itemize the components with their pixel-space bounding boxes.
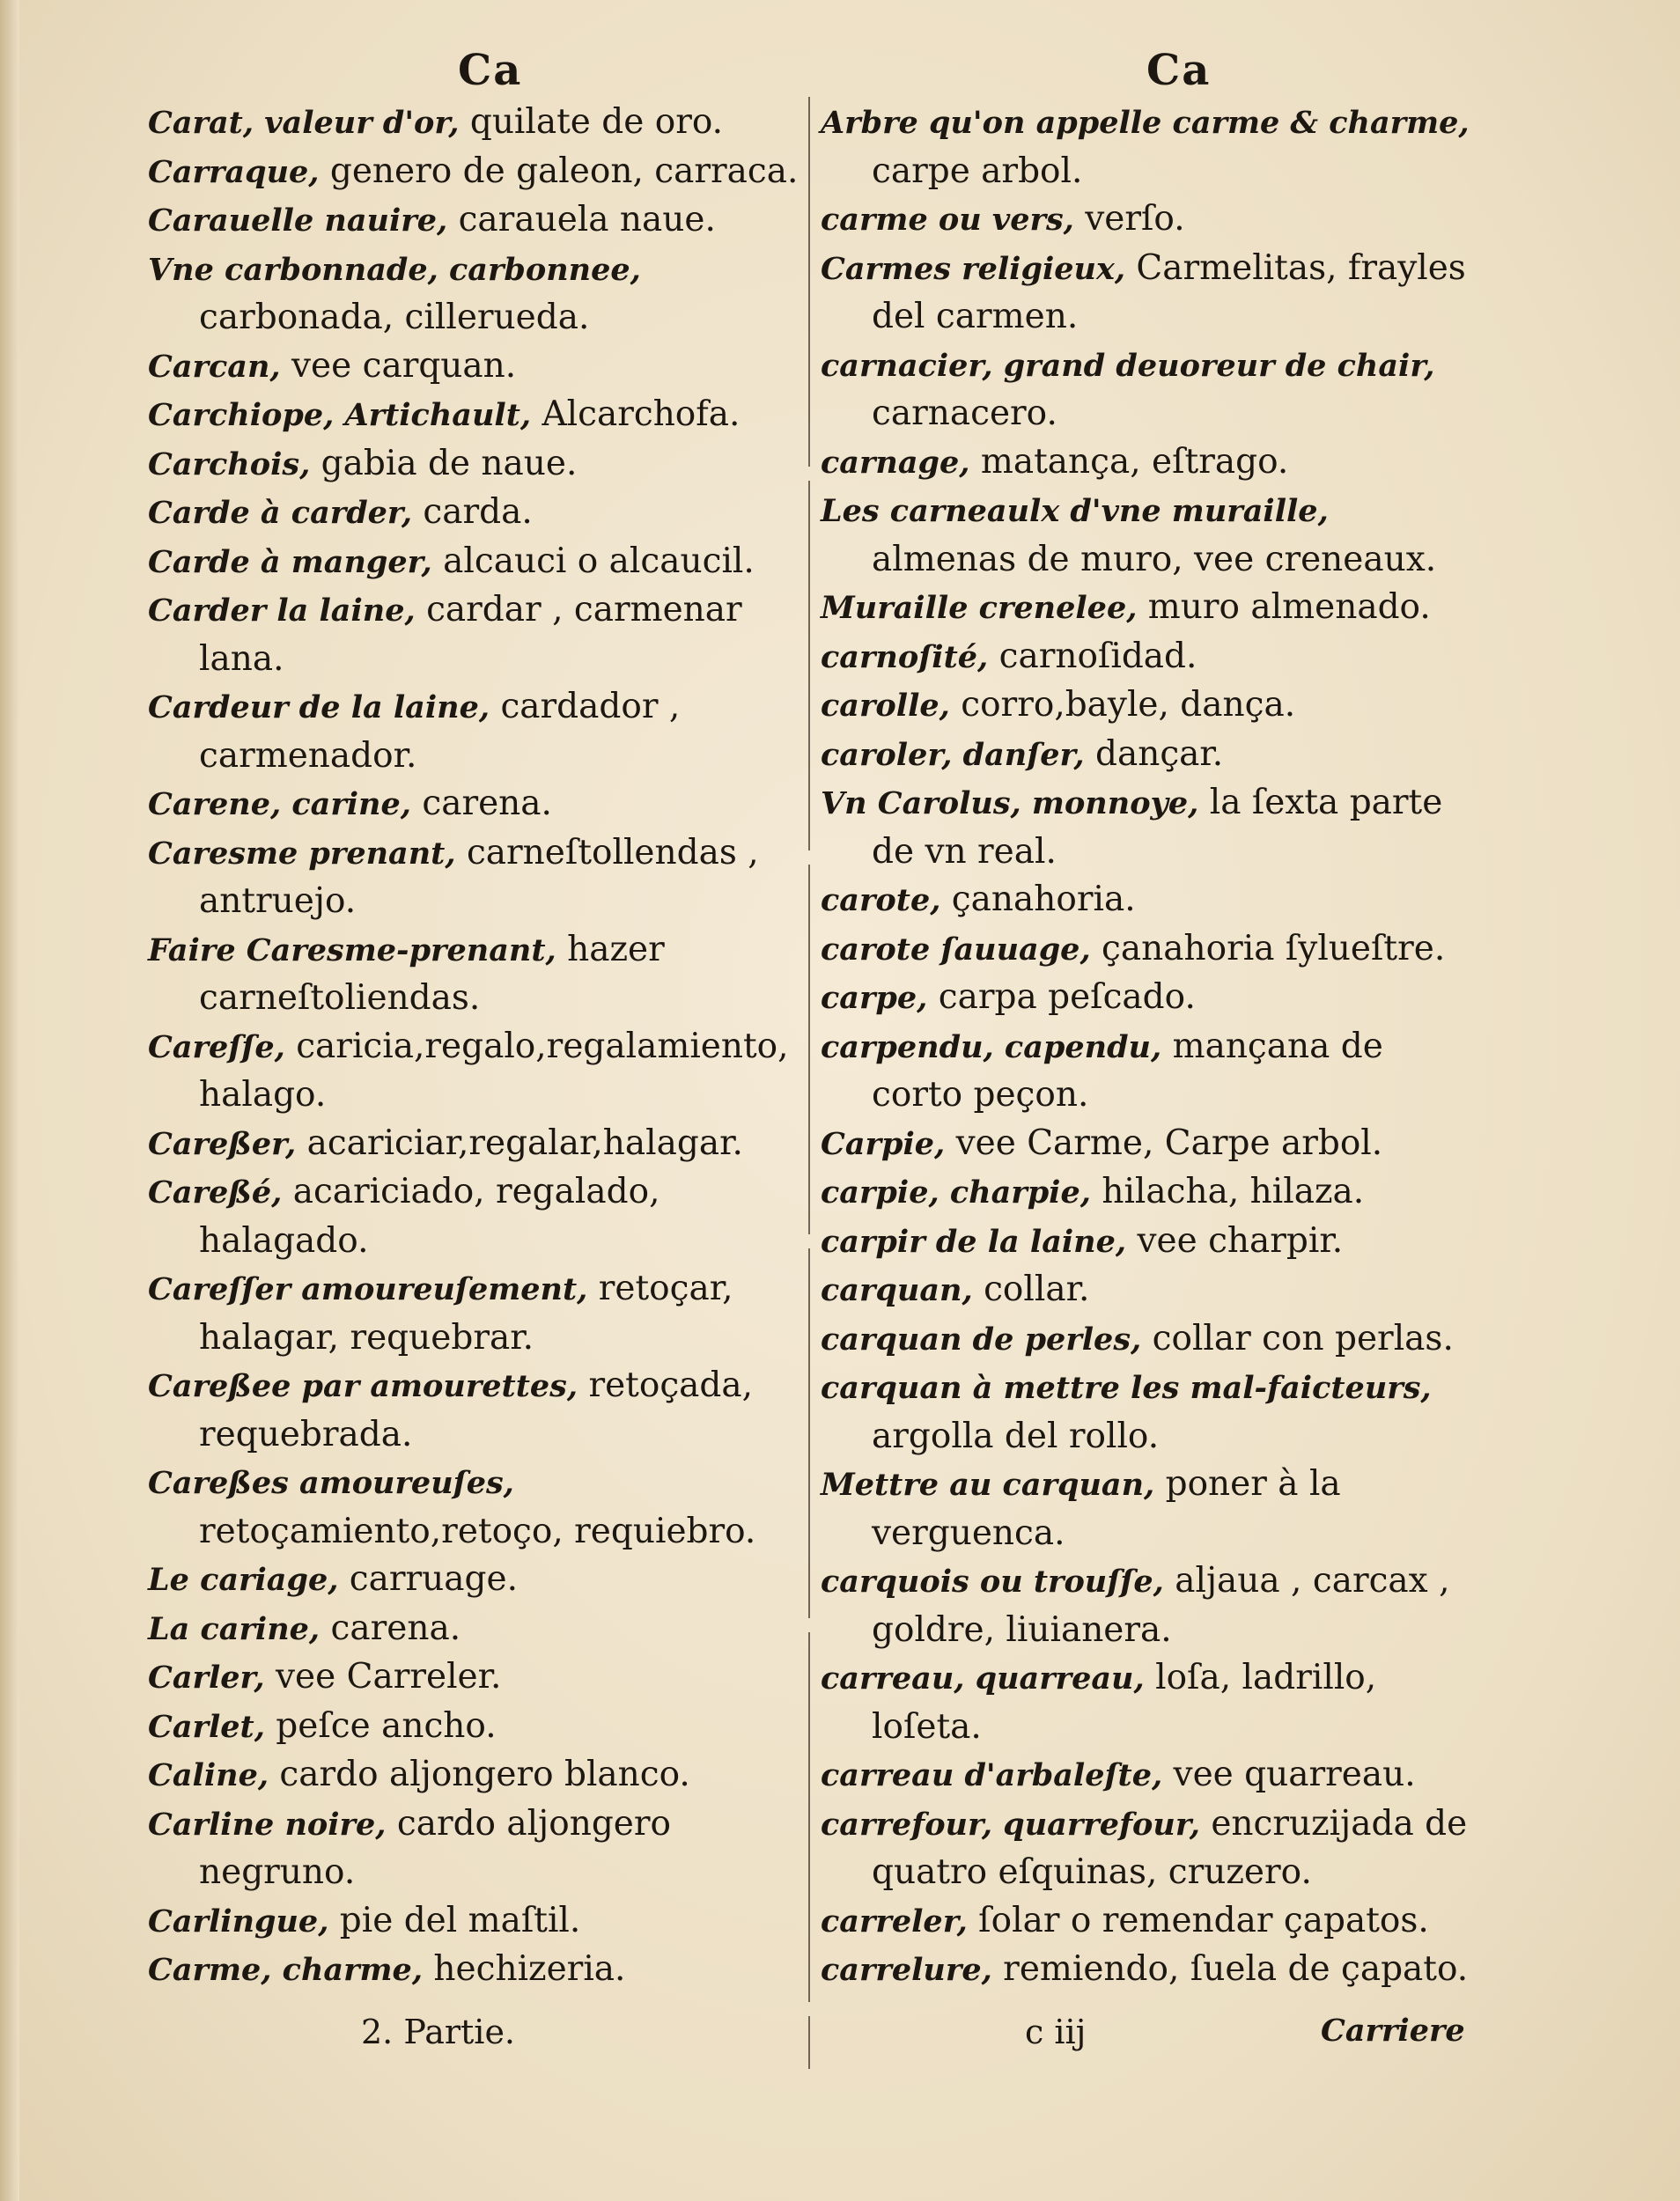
dictionary-entry — [148, 829, 817, 926]
dictionary-entry — [821, 1751, 1472, 1800]
entry-headword: Le cariage, — [148, 1562, 339, 1598]
entry-translation: carauela naue. — [447, 200, 716, 239]
dictionary-entry — [821, 1654, 1472, 1751]
entry-translation: retoçada, requebrada. — [199, 1366, 754, 1454]
dictionary-entry — [148, 342, 817, 392]
dictionary-entry — [148, 1556, 817, 1605]
entry-translation: acariciar,regalar,halagar. — [296, 1123, 743, 1163]
dictionary-entry — [148, 196, 817, 246]
entry-translation: cardar , carmenar lana. — [199, 590, 742, 679]
entry-headword: carquan à mettre les mal-faicteurs, — [821, 1370, 1432, 1406]
dictionary-entry — [148, 246, 817, 342]
entry-headword: Les carneaulx d'vne muraille, — [821, 493, 1329, 529]
entry-headword: Careſſer amoureuſement, — [148, 1271, 588, 1307]
dictionary-entry — [821, 584, 1472, 633]
entry-translation: caricia,regalo,regalamiento, halago. — [199, 1026, 789, 1115]
entry-headword: Careſſe, — [148, 1028, 285, 1065]
entry-translation: vee quarreau. — [1162, 1755, 1416, 1794]
entry-translation: carneſtollendas , antruejo. — [199, 832, 759, 921]
entry-headword: Cardeur de la laine, — [148, 689, 490, 725]
entry-headword: Careßer, — [148, 1125, 297, 1162]
dictionary-entry — [821, 1266, 1472, 1315]
entry-headword: carreler, — [821, 1903, 968, 1940]
entry-headword: Carler, — [148, 1660, 265, 1696]
dictionary-entry — [821, 1315, 1472, 1365]
dictionary-entry — [148, 1653, 817, 1703]
entry-headword: carolle, — [821, 688, 950, 724]
dictionary-entry — [821, 1461, 1472, 1557]
entry-translation: ſolar o remendar çapatos. — [967, 1900, 1429, 1940]
entry-headword: Carraque, — [148, 153, 320, 190]
signature-mark: c iij — [1025, 2013, 1087, 2051]
entry-headword: Careßee par amourettes, — [148, 1368, 578, 1404]
dictionary-entry — [821, 633, 1472, 682]
entry-translation: collar con perlas. — [1141, 1318, 1454, 1358]
dictionary-entry — [821, 195, 1472, 245]
entry-translation: carpe arbol. — [872, 151, 1083, 191]
entry-translation: carbonada, cillerueda. — [199, 298, 590, 337]
entry-headword: La carine, — [148, 1610, 321, 1647]
dictionary-entry — [148, 926, 817, 1023]
entry-translation: muro almenado. — [1137, 587, 1431, 627]
right-column — [821, 99, 1472, 1995]
entry-headword: carrelure, — [821, 1952, 992, 1988]
entry-translation: carnoſidad. — [988, 636, 1197, 676]
entry-translation: quilate de oro. — [459, 102, 724, 142]
entry-translation: encruzijada de quatro eſquinas, cruzero. — [872, 1803, 1468, 1892]
dictionary-entry — [821, 681, 1472, 731]
dictionary-entry — [148, 1703, 817, 1752]
entry-headword: Faire Caresme-prenant, — [148, 931, 556, 968]
entry-headword: carquan, — [821, 1272, 973, 1308]
dictionary-entry — [821, 1364, 1472, 1461]
running-head-right: Ca — [1146, 46, 1212, 95]
dictionary-entry — [821, 1023, 1472, 1120]
entry-headword: carquois ou trouſſe, — [821, 1564, 1164, 1600]
entry-headword: carpie, charpie, — [821, 1174, 1091, 1211]
entry-translation: aljaua , carcax , goldre, liuianera. — [872, 1561, 1450, 1650]
dictionary-entry — [821, 487, 1472, 584]
entry-translation: carnacero. — [872, 394, 1057, 433]
entry-translation: matança, eſtrago. — [969, 441, 1289, 482]
dictionary-entry — [148, 391, 817, 440]
entry-translation: argolla del rollo. — [872, 1416, 1160, 1456]
entry-headword: Vn Carolus, monnoye, — [821, 785, 1199, 821]
left-column — [148, 99, 817, 1995]
dictionary-entry — [148, 99, 817, 148]
dictionary-entry — [148, 1800, 817, 1897]
dictionary-entry — [148, 683, 817, 780]
entry-headword: Caline, — [148, 1757, 269, 1793]
entry-headword: Careßes amoureuſes, — [148, 1465, 514, 1501]
entry-headword: carote ſauuage, — [821, 931, 1091, 968]
entry-translation: retoçar, halagar, requebrar. — [199, 1269, 733, 1358]
entry-headword: Carchiope, Artichault, — [148, 397, 532, 433]
entry-headword: carpir de la laine, — [821, 1223, 1127, 1260]
entry-translation: la ſexta parte de vn real. — [872, 783, 1443, 872]
dictionary-entry — [148, 538, 817, 587]
dictionary-entry — [148, 586, 817, 683]
entry-translation: cardo aljongero blanco. — [269, 1755, 690, 1794]
entry-translation: corro,bayle, dança. — [949, 685, 1296, 725]
entry-translation: collar. — [972, 1270, 1090, 1309]
dictionary-entry — [821, 1946, 1472, 1995]
page-edge — [0, 0, 19, 2201]
entry-translation: vee charpir. — [1126, 1220, 1344, 1261]
entry-headword: carpe, — [821, 980, 928, 1016]
dictionary-entry — [148, 489, 817, 538]
entry-headword: Carder la laine, — [148, 593, 416, 629]
entry-headword: Carlet, — [148, 1708, 265, 1745]
entry-headword: carpendu, capendu, — [821, 1028, 1162, 1065]
entry-translation: vee Carme, Carpe arbol. — [945, 1123, 1383, 1163]
entry-translation: remiendo, ſuela de çapato. — [991, 1949, 1469, 1989]
entry-translation: mançana de corto peçon. — [872, 1026, 1383, 1115]
dictionary-entry — [821, 438, 1472, 488]
entry-headword: carreau, quarreau, — [821, 1660, 1145, 1697]
entry-translation: pie del maſtil. — [328, 1900, 581, 1940]
entry-headword: Muraille crenelee, — [821, 590, 1138, 626]
entry-headword: Carde à carder, — [148, 495, 413, 531]
dictionary-entry — [148, 1265, 817, 1362]
entry-headword: carquan de perles, — [821, 1321, 1142, 1358]
entry-headword: Carene, carine, — [148, 786, 411, 822]
part-label: 2. Partie. — [361, 2013, 516, 2051]
entry-headword: carote, — [821, 882, 941, 918]
entry-headword: Careßé, — [148, 1174, 283, 1211]
entry-translation: carruage. — [338, 1559, 518, 1599]
dictionary-entry — [148, 1605, 817, 1654]
entry-translation: hilacha, hilaza. — [1090, 1172, 1365, 1211]
entry-translation: carena. — [320, 1608, 461, 1648]
dictionary-entry — [821, 1557, 1472, 1654]
entry-translation: loſa, ladrillo, loſeta. — [872, 1658, 1377, 1747]
entry-translation: gabia de naue. — [310, 443, 578, 483]
dictionary-entry — [821, 974, 1472, 1023]
dictionary-entry — [148, 1023, 817, 1120]
entry-translation: dançar. — [1084, 733, 1224, 774]
dictionary-entry — [148, 780, 817, 829]
entry-translation: Carmelitas, frayles del carmen. — [872, 247, 1466, 336]
entry-translation: hechizeria. — [423, 1949, 626, 1989]
dictionary-entry — [821, 1800, 1472, 1897]
entry-translation: carpa peſcado. — [927, 977, 1196, 1017]
entry-headword: Carchois, — [148, 445, 311, 482]
dictionary-entry — [821, 1897, 1472, 1947]
entry-translation: poner à la verguenca. — [872, 1464, 1341, 1553]
dictionary-entry — [821, 731, 1472, 780]
entry-headword: Carde à manger, — [148, 543, 432, 580]
dictionary-entry — [821, 876, 1472, 925]
entry-translation: çanahoria ſylueſtre. — [1090, 928, 1446, 968]
entry-headword: carnoſité, — [821, 638, 989, 675]
entry-translation: Alcarchofa. — [531, 394, 741, 434]
entry-headword: Vne carbonnade, carbonnee, — [148, 251, 641, 288]
entry-headword: Carme, charme, — [148, 1952, 424, 1988]
entry-headword: carrefour, quarrefour, — [821, 1806, 1200, 1843]
dictionary-entry — [148, 1362, 817, 1459]
entry-translation: verſo. — [1073, 199, 1185, 239]
entry-headword: carreau d'arbaleſte, — [821, 1757, 1163, 1793]
dictionary-entry — [821, 925, 1472, 975]
entry-headword: Carpie, — [821, 1125, 946, 1162]
entry-translation: alcauci o alcaucil. — [431, 541, 755, 581]
entry-translation: çanahoria. — [940, 880, 1136, 919]
dictionary-entry — [148, 1897, 817, 1947]
dictionary-entry — [148, 1459, 817, 1556]
entry-translation: carena. — [410, 784, 552, 823]
entry-headword: Carcan, — [148, 348, 281, 385]
entry-translation: genero de galeon, carraca. — [319, 151, 799, 191]
dictionary-entry — [148, 440, 817, 490]
entry-translation: cardador , carmenador. — [199, 687, 681, 776]
dictionary-entry — [148, 1168, 817, 1265]
catchword: Carriere — [1321, 2013, 1465, 2049]
entry-headword: Carmes religieux, — [821, 250, 1126, 287]
entry-translation: acariciado, regalado, halagado. — [199, 1172, 660, 1261]
dictionary-entry — [148, 1946, 817, 1995]
dictionary-entry — [821, 245, 1472, 342]
entry-headword: Carline noire, — [148, 1806, 387, 1843]
entry-translation: retoçamiento,retoço, requiebro. — [199, 1511, 756, 1551]
dictionary-entry — [821, 99, 1472, 195]
dictionary-entry — [148, 1751, 817, 1800]
entry-translation: vee Carreler. — [264, 1657, 502, 1697]
entry-headword: carnage, — [821, 444, 970, 481]
entry-headword: Carlingue, — [148, 1903, 329, 1940]
entry-translation: almenas de muro, vee creneaux. — [872, 539, 1437, 579]
entry-translation: hazer carneſtoliendas. — [199, 929, 665, 1018]
entry-headword: carme ou vers, — [821, 202, 1074, 238]
entry-translation: vee carquan. — [280, 345, 517, 386]
running-head-left: Ca — [458, 46, 523, 95]
dictionary-entry — [821, 342, 1472, 438]
entry-headword: Carauelle nauire, — [148, 202, 448, 239]
entry-translation: peſce ancho. — [264, 1705, 497, 1746]
entry-headword: carnacier, grand deuoreur de chair, — [821, 347, 1435, 384]
entry-translation: carda. — [412, 492, 533, 532]
entry-headword: caroler, danſer, — [821, 736, 1085, 773]
dictionary-entry — [148, 1120, 817, 1169]
entry-headword: Caresme prenant, — [148, 835, 456, 872]
entry-translation: cardo aljongero negruno. — [199, 1803, 672, 1892]
dictionary-entry — [148, 148, 817, 197]
entry-headword: Mettre au carquan, — [821, 1467, 1155, 1503]
entry-headword: Carat, valeur d'or, — [148, 105, 460, 141]
dictionary-entry — [821, 779, 1472, 876]
entry-headword: Arbre qu'on appelle carme & charme, — [821, 105, 1470, 141]
dictionary-entry — [821, 1120, 1472, 1169]
dictionary-entry — [821, 1168, 1472, 1218]
dictionary-entry — [821, 1218, 1472, 1267]
